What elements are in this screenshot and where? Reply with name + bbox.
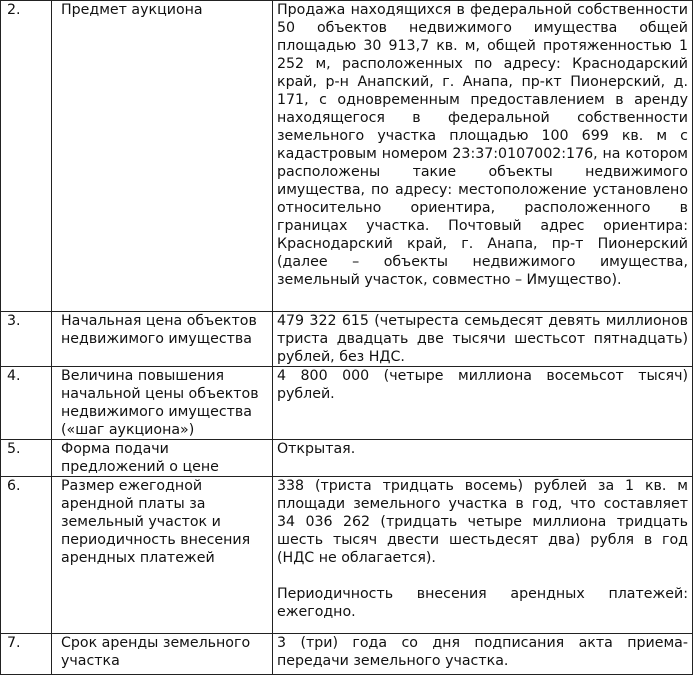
- row-value: [273, 312, 693, 367]
- row-value: [273, 634, 693, 675]
- row-label: Размер ежегодной арендной платы за земельный участок и периодичность внесения арендных платежей: [52, 477, 273, 634]
- row-label: Срок аренды земельного участка: [52, 634, 273, 675]
- row-number: 2.: [1, 1, 52, 312]
- value-paragraph: 479 322 615 (четыреста семьдесят девять миллионов триста двадцать две тысячи шестьсот пятнадцать) рублей, без НДС.: [277, 313, 688, 365]
- table-row: [1, 1, 693, 312]
- row-value: [273, 477, 693, 634]
- row-number: 4.: [1, 367, 52, 440]
- row-value: [273, 1, 693, 312]
- row-number: 7.: [1, 634, 52, 675]
- table-row: [1, 367, 693, 440]
- value-paragraph: 338 (триста тридцать восемь) рублей за 1 кв. м площади земельного участка в год, что составляет 34 036 262 (тридцать четыре миллиона тридцать шесть тысяч двести шестьдесят два) рубля в год (НДС не облагается).: [277, 478, 688, 566]
- table-row: [1, 477, 693, 634]
- table-row: [1, 312, 693, 367]
- value-paragraph: Продажа находящихся в федеральной собственности 50 объектов недвижимого имущества общей площадью 30 913,7 кв. м, общей протяженностью 1 252 м, расположенных по адресу: Краснодарский край, р-н Анапский, г. Анапа, пр-кт Пионерский, д. 171, с одновременным предоставлением в аренду находящегося в федеральной собственности земельного участка площадью 100 699 кв. м с кадастровым номером 23:37:0107002:176, на котором расположены такие объекты недвижимого имущества, по адресу: местоположение установлено относительно ориентира, расположенного в границах участка. Почтовый адрес ориентира: Краснодарский край, г. Анапа, пр-т Пионерский (далее – объекты недвижимого имущества, земельный участок, совместно – Имущество).: [277, 2, 688, 288]
- value-paragraph: 4 800 000 (четыре миллиона восемьсот тысяч) рублей.: [277, 368, 688, 402]
- row-number: 3.: [1, 312, 52, 367]
- value-paragraph: Периодичность внесения арендных платежей: ежегодно.: [277, 586, 688, 620]
- value-paragraph: Открытая.: [277, 441, 356, 457]
- row-label: Начальная цена объектов недвижимого имущества: [52, 312, 273, 367]
- table-row: [1, 634, 693, 675]
- row-label: Величина повышения начальной цены объектов недвижимого имущества («шаг аукциона»): [52, 367, 273, 440]
- value-paragraph: 3 (три) года со дня подписания акта приема-передачи земельного участка.: [277, 635, 688, 669]
- row-value: [273, 440, 693, 477]
- table-row: [1, 440, 693, 477]
- row-number: 5.: [1, 440, 52, 477]
- row-label: Форма подачи предложений о цене: [52, 440, 273, 477]
- row-number: 6.: [1, 477, 52, 634]
- row-label: Предмет аукциона: [52, 1, 273, 312]
- row-value: [273, 367, 693, 440]
